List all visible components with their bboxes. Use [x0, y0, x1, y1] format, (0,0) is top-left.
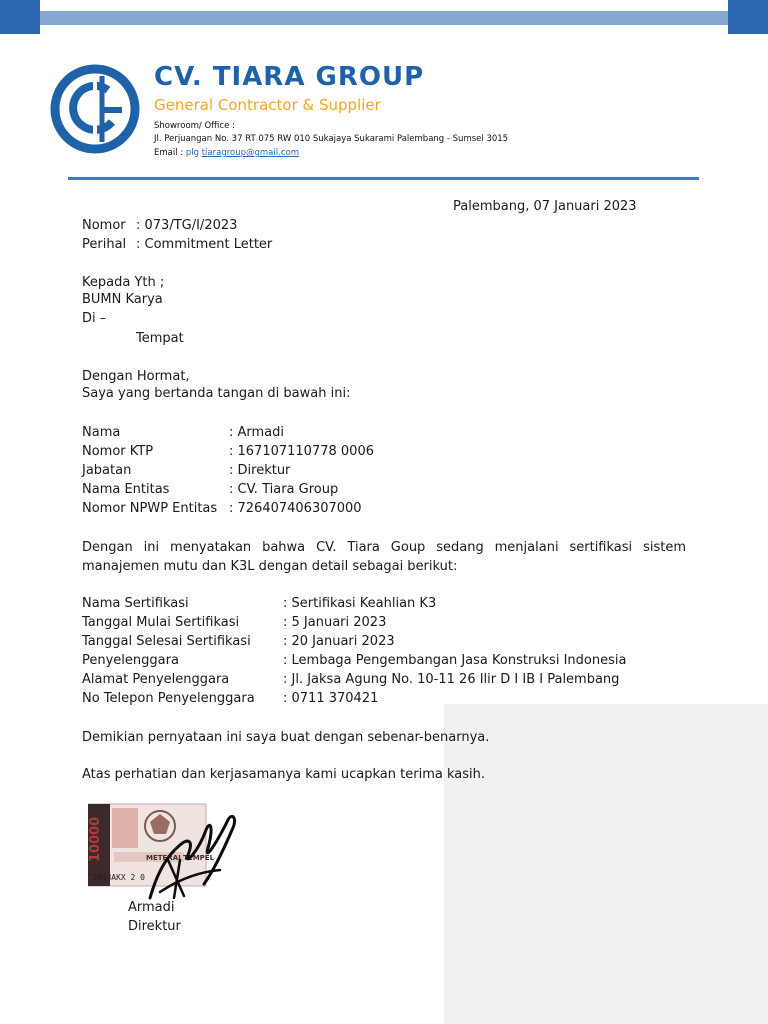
identity-label: Nomor KTP: [82, 444, 154, 459]
tempat-line: Tempat: [136, 331, 184, 346]
header-band: [0, 11, 768, 25]
recipient-name: BUMN Karya: [82, 292, 163, 307]
identity-value: : 726407406307000: [229, 501, 362, 516]
signer-title: Direktur: [128, 919, 181, 934]
email-prefix: plg: [185, 148, 200, 158]
identity-value: : Direktur: [229, 463, 291, 478]
stamp-text: METERAI TEMPEL: [146, 854, 215, 862]
intro-line: Saya yang bertanda tangan di bawah ini:: [82, 386, 351, 401]
statement-paragraph: Dengan ini menyatakan bahwa CV. Tiara Goup sedang menjalani sertifikasi sistem manajemen mutu dan K3L dengan detail sebagai berikut:: [82, 540, 686, 574]
certification-value: : 5 Januari 2023: [283, 615, 387, 630]
letter-date: Palembang, 07 Januari 2023: [453, 199, 637, 214]
stamp-serial: 1043AKX 2 0: [92, 873, 145, 882]
certification-label: Penyelenggara: [82, 653, 179, 668]
certification-label: Alamat Penyelenggara: [82, 672, 230, 687]
certification-label: No Telepon Penyelenggara: [82, 691, 255, 706]
certification-label: Nama Sertifikasi: [82, 596, 189, 611]
meterai-stamp: [88, 800, 238, 900]
identity-value: : 167107110778 0006: [229, 444, 374, 459]
email-label: Email :: [154, 148, 184, 158]
company-email-line: [154, 148, 299, 158]
signer-name: Armadi: [128, 900, 175, 915]
nomor-label: Nomor: [82, 218, 126, 233]
closing-thanks: Atas perhatian dan kerjasamanya kami ucapkan terima kasih.: [82, 767, 485, 782]
corner-block-left: [0, 0, 40, 34]
stamp-value: 10000: [88, 816, 103, 862]
email-link[interactable]: tiaragroup@gmail.com: [201, 148, 299, 158]
salutation: Dengan Hormat,: [82, 369, 190, 384]
di-line: Di –: [82, 311, 107, 326]
certification-value: : Lembaga Pengembangan Jasa Konstruksi Indonesia: [283, 653, 627, 668]
company-logo-icon: [50, 64, 140, 154]
identity-label: Nama Entitas: [82, 482, 170, 497]
corner-block-right: [728, 0, 768, 34]
closing-statement: Demikian pernyataan ini saya buat dengan sebenar-benarnya.: [82, 730, 490, 745]
identity-label: Nama: [82, 425, 121, 440]
identity-label: Nomor NPWP Entitas: [82, 501, 218, 516]
company-name: CV. TIARA GROUP: [154, 62, 425, 92]
certification-label: Tanggal Mulai Sertifikasi: [82, 615, 240, 630]
perihal-label: Perihal: [82, 237, 127, 252]
company-address: Jl. Perjuangan No. 37 RT 075 RW 010 Sukajaya Sukarami Palembang - Sumsel 3015: [154, 134, 509, 144]
certification-label: Tanggal Selesai Sertifikasi: [82, 634, 251, 649]
certification-value: : 0711 370421: [283, 691, 379, 706]
nomor-value: : 073/TG/I/2023: [136, 218, 238, 233]
certification-value: : Sertifikasi Keahlian K3: [283, 596, 437, 611]
certification-value: : Jl. Jaksa Agung No. 10-11 26 Ilir D I IB I Palembang: [283, 672, 620, 687]
certification-value: : 20 Januari 2023: [283, 634, 395, 649]
identity-value: : CV. Tiara Group: [229, 482, 339, 497]
kepada-line: Kepada Yth ;: [82, 275, 165, 290]
identity-value: : Armadi: [229, 425, 285, 440]
background-panel: [444, 704, 768, 1024]
company-tagline: General Contractor & Supplier: [154, 96, 381, 114]
perihal-value: : Commitment Letter: [136, 237, 273, 252]
header-divider: [68, 177, 699, 180]
identity-label: Jabatan: [82, 463, 132, 478]
showroom-label: Showroom/ Office :: [154, 121, 235, 131]
